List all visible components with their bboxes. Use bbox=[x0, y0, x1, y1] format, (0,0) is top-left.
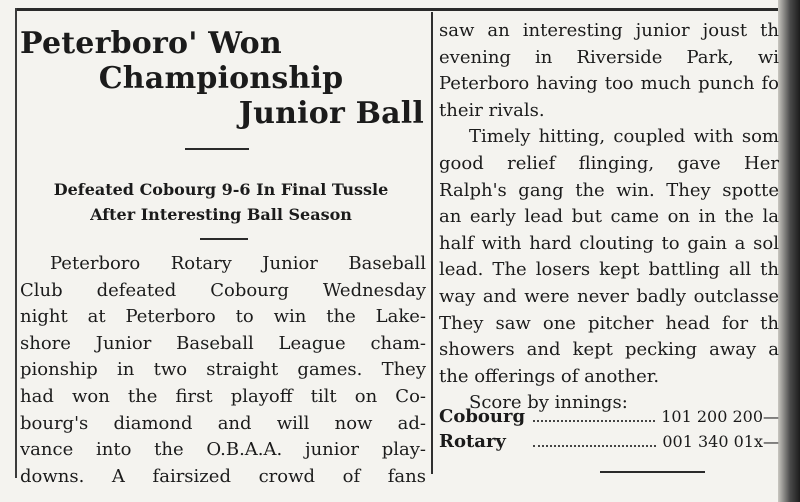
column-divider bbox=[431, 12, 433, 474]
body-line: shore Junior Baseball League cham- bbox=[20, 332, 426, 354]
score-row bbox=[439, 404, 779, 429]
body-line: saw an interesting junior joust th bbox=[439, 20, 779, 41]
body-line: Ralph's gang the win. They spotte bbox=[439, 179, 779, 201]
body-line: good relief flinging, gave Her bbox=[439, 152, 779, 174]
score-heading: Score by innings: bbox=[469, 392, 628, 414]
subheadline-divider bbox=[200, 238, 248, 240]
body-line: evening in Riverside Park, wi bbox=[439, 46, 779, 68]
body-line: downs. A fairsized crowd of fans bbox=[20, 465, 426, 487]
body-line: They saw one pitcher head for th bbox=[439, 312, 779, 334]
right-column-body bbox=[439, 18, 779, 417]
score-row bbox=[439, 429, 779, 454]
innings-score: 101 200 200— bbox=[661, 407, 779, 426]
body-line: had won the first playoff tilt on Co- bbox=[20, 385, 426, 407]
team-name: Rotary bbox=[439, 431, 506, 452]
body-line: lead. The losers kept battling all th bbox=[439, 259, 779, 281]
team-name: Cobourg bbox=[439, 406, 526, 427]
body-line: pionship in two straight games. They bbox=[20, 359, 426, 381]
subheadline bbox=[16, 177, 426, 227]
body-line: vance into the O.B.A.A. junior play- bbox=[20, 439, 426, 461]
body-line: the offerings of another. bbox=[439, 365, 660, 387]
headline-line-3: Junior Ball bbox=[238, 96, 424, 131]
top-border-rule bbox=[16, 8, 780, 11]
dot-leader bbox=[533, 419, 655, 422]
innings-score: 001 340 01x— bbox=[662, 432, 779, 451]
body-line: half with hard clouting to gain a sol bbox=[439, 232, 779, 254]
end-divider bbox=[600, 471, 705, 473]
scan-shadow-edge bbox=[778, 0, 800, 502]
headline-line-2: Championship bbox=[98, 61, 344, 96]
body-line: their rivals. bbox=[439, 99, 545, 121]
body-line: Timely hitting, coupled with som bbox=[469, 126, 779, 148]
headline-divider bbox=[185, 148, 249, 150]
subheadline-line-2: After Interesting Ball Season bbox=[90, 205, 352, 224]
body-line: bourg's diamond and will now ad- bbox=[20, 412, 426, 434]
body-line: night at Peterboro to win the Lake- bbox=[20, 306, 426, 328]
body-line: an early lead but came on in the la bbox=[439, 206, 779, 228]
body-line: way and were never badly outclasse bbox=[439, 285, 779, 307]
headline-line-1: Peterboro' Won bbox=[20, 26, 282, 61]
headline bbox=[16, 26, 426, 131]
body-line: showers and kept pecking away a bbox=[439, 339, 779, 361]
left-column-body bbox=[20, 251, 426, 490]
subheadline-line-1: Defeated Cobourg 9-6 In Final Tussle bbox=[53, 180, 389, 199]
body-line: Club defeated Cobourg Wednesday bbox=[20, 279, 426, 301]
dot-leader bbox=[533, 444, 656, 447]
score-table bbox=[439, 404, 779, 454]
body-line: Peterboro Rotary Junior Baseball bbox=[50, 253, 426, 274]
body-line: Peterboro having too much punch fo bbox=[439, 73, 779, 95]
